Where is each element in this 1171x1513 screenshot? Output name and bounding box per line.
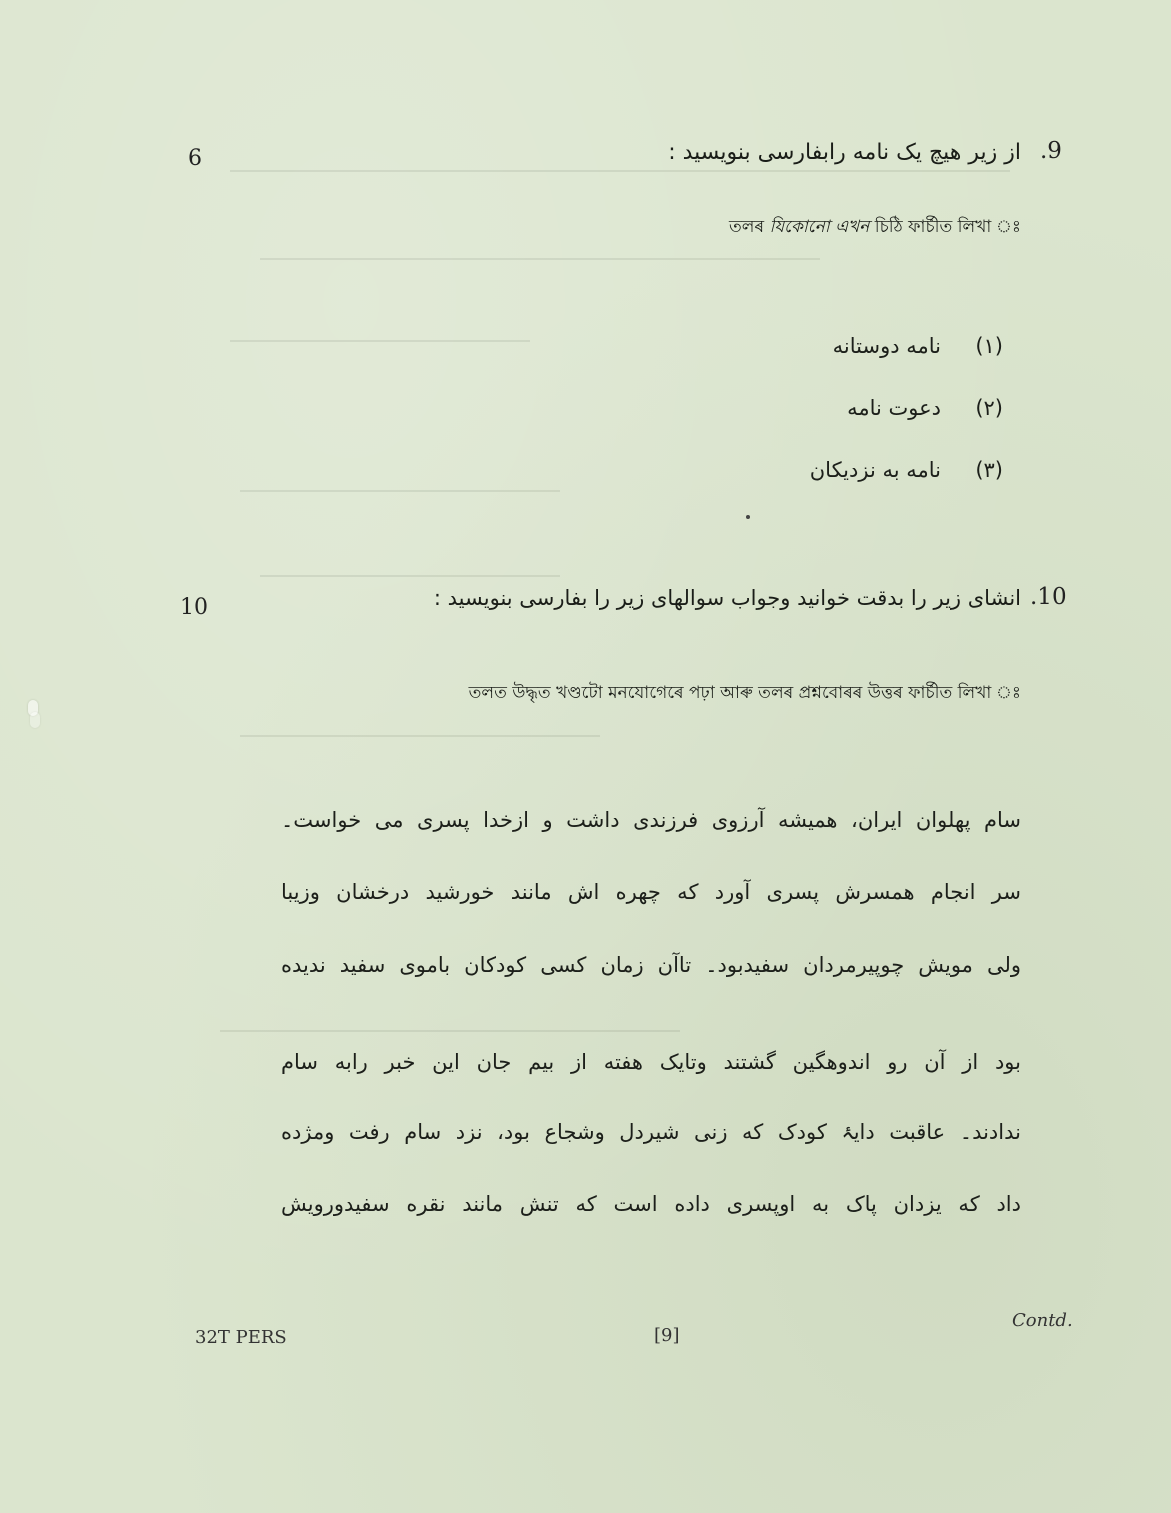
q9-marks: 6: [188, 146, 202, 171]
q9-option-number: (۱): [975, 334, 1003, 358]
punch-hole: [30, 712, 40, 728]
bleed-through-line: [230, 340, 530, 342]
passage-line: سام پهلوان ایران، همیشه آرزوی فرزندی داشت و ازخدا پسری می خواست۔: [281, 808, 1021, 832]
q10-assamese-instruction: তলত উদ্ধৃত খণ্ডটো মনযোগেৰে পঢ়া আৰু তলৰ প্ৰশ্নবোৰৰ উত্তৰ ফাৰ্চীত লিখা ঃ: [468, 683, 1021, 703]
q10-number: .10: [1030, 584, 1067, 610]
paper-code: 32T PERS: [195, 1327, 287, 1348]
passage-line: ندادند۔ عاقبت دایۂ کودک که زنی شیردل وشجاع بود، نزد سام رفت ومژده: [281, 1120, 1021, 1144]
q9-option-number: (۳): [975, 458, 1003, 482]
continued-label: Contd.: [1012, 1310, 1073, 1331]
bleed-through-line: [220, 1030, 680, 1032]
bleed-through-line: [240, 735, 600, 737]
bleed-through-line: [260, 575, 560, 577]
q9-option: [833, 334, 1003, 358]
q9-option-text: نامه دوستانه: [832, 334, 941, 358]
q9-option: [810, 458, 1003, 482]
q9-assamese-instruction: [729, 214, 1021, 242]
passage-line: ولی مویش چوپیرمردان سفیدبود۔ تاآن زمان کسی کودکان باموی سفید ندیده: [281, 953, 1021, 977]
q9-assamese-suffix: চিঠি ফাৰ্চীত লিখা ঃ: [869, 217, 1021, 237]
bleed-through-line: [230, 170, 1010, 172]
q9-option-number: (۲): [975, 396, 1003, 420]
q10-persian-instruction: انشای زیر را بدقت خوانید وجواب سوالهای زیر را بفارسی بنویسید :: [433, 586, 1021, 610]
q9-number: .9: [1040, 138, 1062, 164]
q9-option-text: دعوت نامه: [847, 396, 941, 420]
q9-option: [847, 396, 1003, 420]
passage-line: سر انجام همسرش پسری آورد که چهره اش مانند خورشید درخشان وزیبا: [281, 880, 1021, 904]
bleed-through-line: [240, 490, 560, 492]
bleed-through-line: [260, 258, 820, 260]
page-number: [9]: [654, 1325, 680, 1346]
q10-marks: 10: [180, 595, 208, 620]
q9-persian-instruction: از زیر هیچ یک نامه رابفارسی بنویسید :: [668, 140, 1021, 165]
passage-line: بود از آن رو اندوهگین گشتند وتایک هفته از بیم جان این خبر رابه سام: [281, 1050, 1021, 1074]
q9-option-text: نامه به نزدیکان: [809, 458, 941, 482]
passage-line: داد که یزدان پاک به اوپسری داده است که تنش مانند نقره سفیدورویش: [281, 1192, 1021, 1216]
q9-assamese-prefix: তলৰ: [729, 217, 770, 237]
stray-dot: [746, 515, 750, 519]
q9-assamese-emph: যিকোনো এখন: [769, 217, 870, 237]
